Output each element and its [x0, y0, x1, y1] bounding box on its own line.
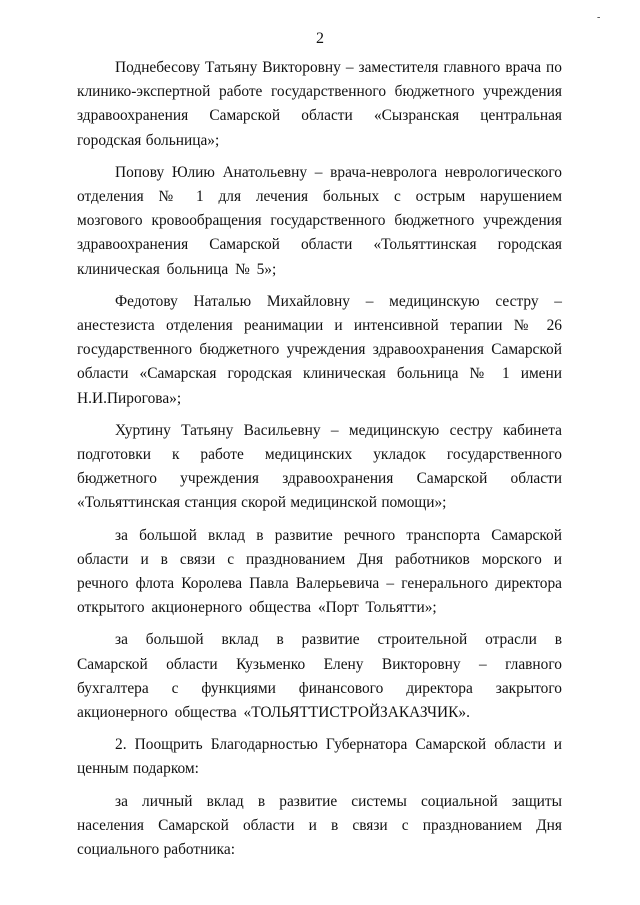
paragraph-khurtina: Хуртину Татьяну Васильевну – медицинскую сестру кабинета подготовки к работе медицинских укладок государственного бюджетного учреждения здравоохранения Самарской области «Тольяттинская станция скорой медицинской помощи»;: [77, 421, 562, 512]
corner-mark: -: [597, 12, 601, 23]
paragraph-popova: Попову Юлию Анатольевну – врача-невролога неврологического отделения № 1 для лечения больных с острым нарушением мозгового кровообращения государственного бюджетного учреждения здравоохранения Самарской области «Тольяттинская городская клиническая больница № 5»;: [77, 163, 562, 278]
paragraph-fedotova: Федотову Наталью Михайловну – медицинскую сестру – анестезиста отделения реанимации и интенсивной терапии № 26 государственного бюджетного учреждения здравоохранения Самарской области «Самарская городская клиническая больница № 1 имени Н.И.Пирогова»;: [77, 292, 562, 407]
paragraph-social-work: за личный вклад в развитие системы социальной защиты населения Самарской области и в связи с празднованием Дня социального работника:: [77, 792, 562, 859]
paragraph-item-2: 2. Поощрить Благодарностью Губернатора Самарской области и ценным подарком:: [77, 736, 562, 778]
paragraph-poinebesova: Поднебесову Татьяну Викторовну – заместителя главного врача по клинико-экспертной работе государственного бюджетного учреждения здравоохранения Самарской области «Сызранская центральная городская больница»;: [77, 59, 562, 149]
paragraph-river-transport: за большой вклад в развитие речного транспорта Самарской области и в связи с празднованием Дня работников морского и речного флота Королева Павла Валерьевича – генерального директора открытого акционерного общества «Порт Тольятти»;: [77, 526, 562, 617]
paragraph-construction: за большой вклад в развитие строительной отрасли в Самарской области Кузьменко Елену Викторовну – главного бухгалтера с функциями финансового директора закрытого акционерного общества «ТОЛЬЯТТИСТРОЙЗАКАЗЧИК».: [77, 631, 562, 722]
document-body: [77, 56, 562, 862]
page-number: 2: [316, 30, 324, 47]
